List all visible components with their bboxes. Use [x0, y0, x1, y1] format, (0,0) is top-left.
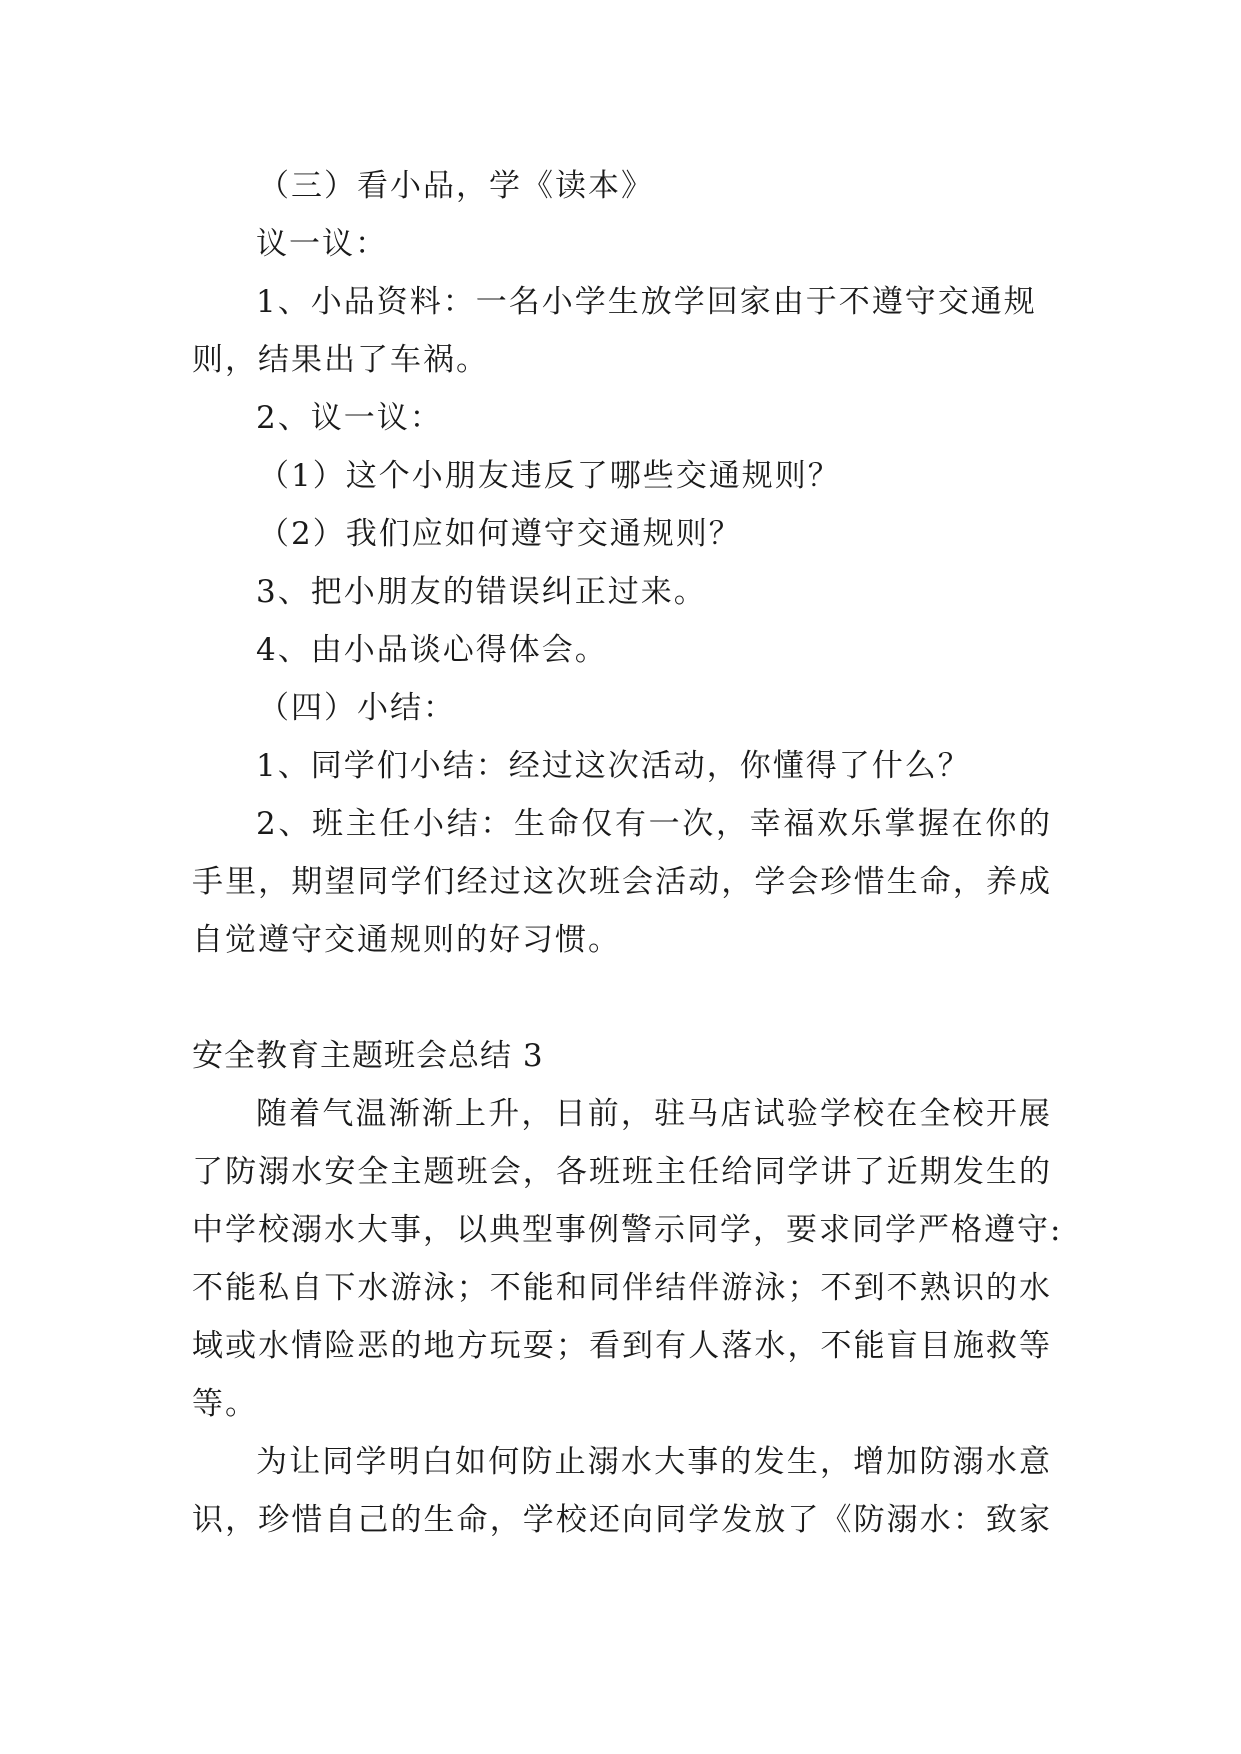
paragraph-line: 了防溺水安全主题班会，各班班主任给同学讲了近期发生的: [192, 1154, 1052, 1190]
paragraph-line: 3、把小朋友的错误纠正过来。: [256, 574, 707, 610]
paragraph-line: 自觉遵守交通规则的好习惯。: [192, 922, 621, 958]
paragraph-line: （1）这个小朋友违反了哪些交通规则？: [258, 458, 841, 494]
paragraph-line: 1、小品资料：一名小学生放学回家由于不遵守交通规: [256, 284, 1037, 320]
paragraph-line: 域或水情险恶的地方玩耍；看到有人落水，不能盲目施救等: [192, 1328, 1052, 1364]
paragraph-line: 则，结果出了车祸。: [192, 342, 489, 378]
paragraph-line: 手里，期望同学们经过这次班会活动，学会珍惜生命，养成: [192, 864, 1052, 900]
paragraph-line: 中学校溺水大事，以典型事例警示同学，要求同学严格遵守:: [192, 1212, 1063, 1248]
paragraph-line: 2、班主任小结：生命仅有一次，幸福欢乐掌握在你的: [256, 806, 1052, 842]
paragraph-line: 议一议：: [256, 226, 388, 262]
paragraph-line: 不能私自下水游泳；不能和同伴结伴游泳；不到不熟识的水: [192, 1270, 1052, 1306]
section-heading-three: （三）看小品，学《读本》: [258, 168, 654, 204]
paragraph-line: 为让同学明白如何防止溺水大事的发生，增加防溺水意: [256, 1444, 1052, 1480]
paragraph-line: （2）我们应如何遵守交通规则？: [258, 516, 742, 552]
paragraph-line: 识，珍惜自己的生命，学校还向同学发放了《防溺水：致家: [192, 1502, 1052, 1538]
paragraph-line: 4、由小品谈心得体会。: [256, 632, 608, 668]
paragraph-line: 2、议一议：: [256, 400, 443, 436]
section-heading-four: （四）小结：: [258, 690, 456, 726]
paragraph-line: 1、同学们小结：经过这次活动，你懂得了什么？: [256, 748, 971, 784]
paragraph-line: 随着气温渐渐上升，日前，驻马店试验学校在全校开展: [256, 1096, 1052, 1132]
paragraph-line: 等。: [192, 1386, 258, 1422]
section-title: 安全教育主题班会总结 3: [192, 1038, 544, 1074]
